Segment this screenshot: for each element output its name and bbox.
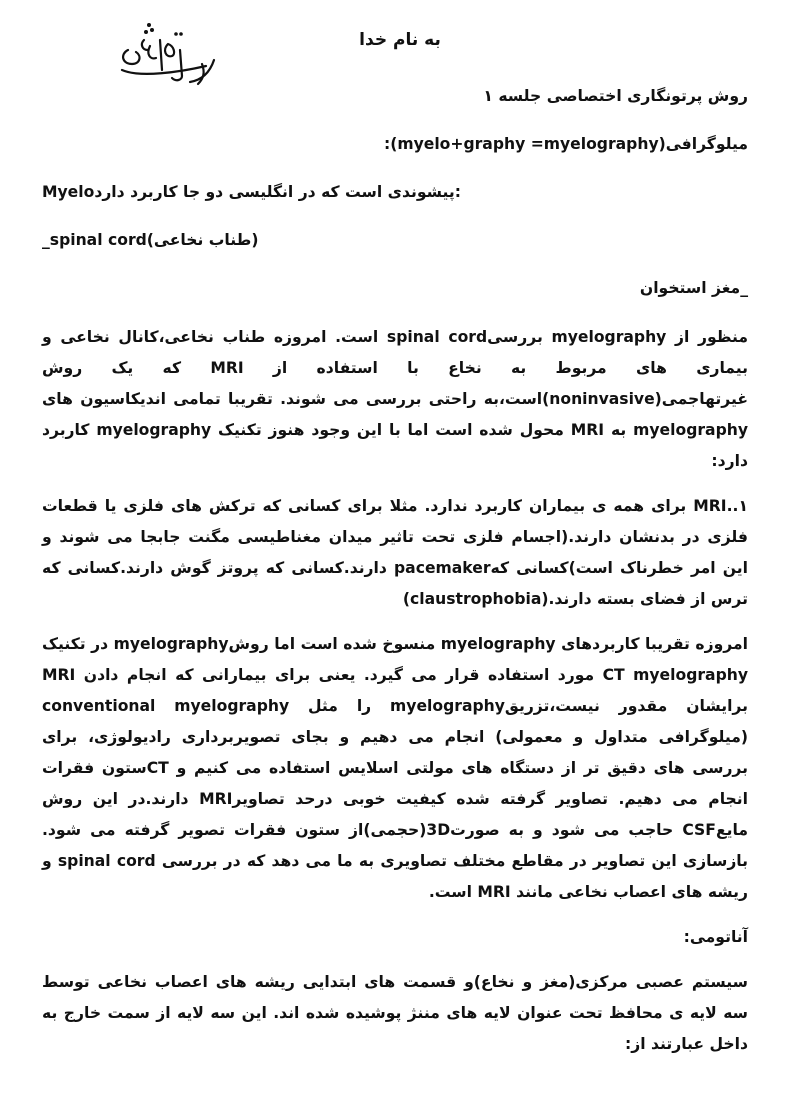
intro-paragraph: منظور از myelography بررسیspinal cord است. امروزه طناب نخاعی،کانال نخاعی و بیماری های مربوط به نخاع با استفاده از MRI که یک روش غیرتهاجمی(noninvasive)است،به راحتی بررسی می شوند. تقریبا تمامی اندیکاسیون های myelography به MRI محول شده است اما با این وجود هنوز تکنیک myelography کاربرد دارد:: [42, 328, 748, 470]
bone-marrow-item: _مغز استخوان: [639, 279, 748, 297]
mri-limitations-paragraph: ۱..MRI برای همه ی بیماران کاربرد ندارد. مثلا برای کسانی که ترکش های فلزی یا قطعات فلزی در بدنشان دارند.(اجسام فلزی تحت تاثیر میدان مغناطیسی مگنت جابجا می شوند و این امر خطرناک است)کسانی کهpacemaker دارند.کسانی که پروتز گوش دارند.کسانی که ترس از فضای بسته دارند.(claustrophobia): [42, 497, 748, 608]
session-title: روش پرتونگاری اختصاصی جلسه ۱: [483, 87, 748, 105]
anatomy-paragraph: سیستم عصبی مرکزی(مغز و نخاع)و قسمت های ابتدایی ریشه های اعصاب نخاعی توسط سه لایه ی محافظ تحت عنوان لایه های مننژ پوشیده شده اند. این سه لایه از سمت خارج به داخل عبارتند از:: [42, 973, 748, 1053]
myelo-prefix-line: Myeloپیشوندی است که در انگلیسی دو جا کاربرد دارد:: [42, 183, 461, 201]
page-heading: به نام خدا: [359, 30, 441, 50]
document-body: [42, 82, 748, 1074]
spinal-cord-item: _spinal cord(طناب نخاعی): [42, 231, 259, 249]
ct-myelography-paragraph: امروزه تقریبا کاربردهای myelography منسوخ شده است اما روشmyelography در تکنیک CT myelography مورد استفاده قرار می گیرد. یعنی برای بیمارانی که انجام دادن MRI برایشان مقدور نیست،تزریقmyelography را مثل conventional myelography (میلوگرافی متداول و معمولی) انجام می دهیم و بجای تصویربرداری رادیولوژی، برای بررسی های دقیق تر از دستگاه های مولتی اسلایس استفاده می کنیم و CTستون فقرات انجام می دهیم. تصاویر گرفته شده کیفیت خوبی درحد تصاویرMRI دارند.در این روش مایعCSF حاجب می شود و به صورت3D(حجمی)از ستون فقرات تصویر گرفته می شود. بازسازی این تصاویر در مقاطع مختلف تصاویری به ما می دهد که در بررسی spinal cord و ریشه های اعصاب نخاعی مانند MRI است.: [42, 635, 749, 901]
anatomy-heading: آناتومی:: [683, 928, 748, 946]
myelography-definition: میلوگرافی(myelo+graphy =myelography):: [383, 135, 748, 153]
